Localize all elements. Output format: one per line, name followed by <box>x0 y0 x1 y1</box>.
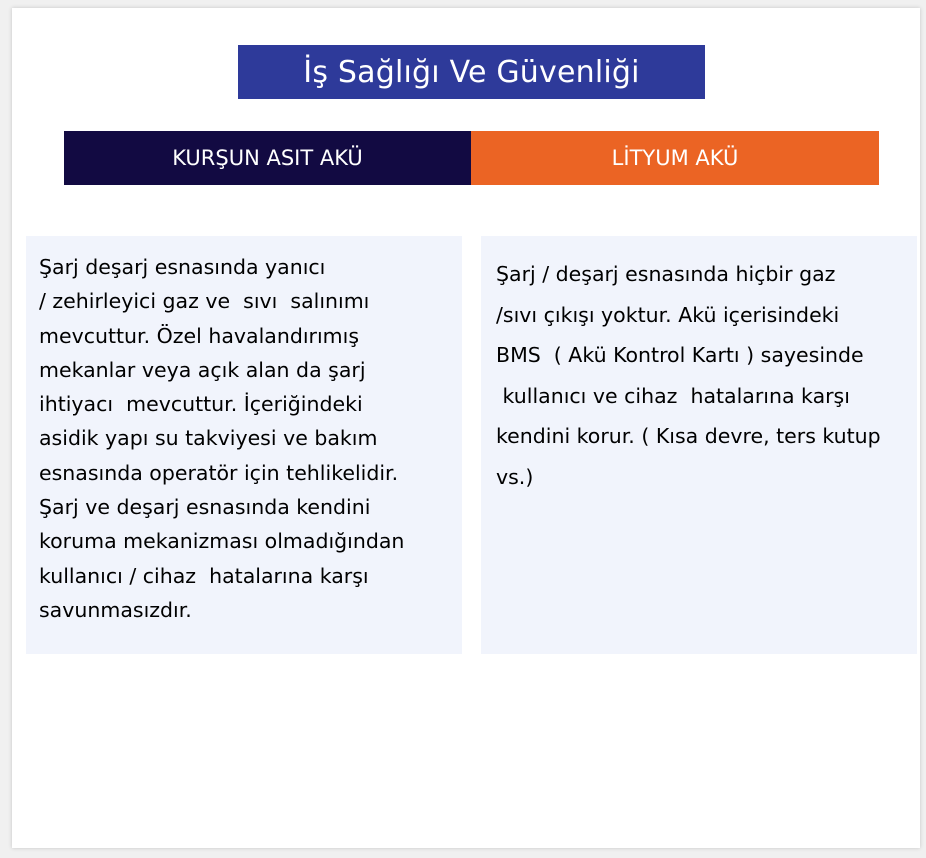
text-line: kendini korur. ( Kısa devre, ters kutup <box>496 424 881 449</box>
text-line: kullanıcı / cihaz hatalarına karşı <box>39 563 369 588</box>
text-line: ihtiyacı mevcuttur. İçeriğindeki <box>39 392 363 417</box>
lead-acid-header <box>64 131 471 185</box>
text-line: Şarj ve deşarj esnasında kendini <box>39 495 371 520</box>
text-line: BMS ( Akü Kontrol Kartı ) sayesinde <box>496 343 864 368</box>
text-line: asidik yapı su takviyesi ve bakım <box>39 426 378 451</box>
slide-title <box>238 45 705 99</box>
text-line: savunmasızdır. <box>39 597 192 622</box>
text-line: /sıvı çıkışı yoktur. Akü içerisindeki <box>496 302 840 327</box>
text-line: Şarj deşarj esnasında yanıcı <box>39 255 326 279</box>
text-line: mekanlar veya açık alan da şarj <box>39 357 366 382</box>
text-line: mevcuttur. Özel havalandırımış <box>39 323 360 348</box>
slide-title-text: İş Sağlığı Ve Güvenliği <box>303 54 640 90</box>
text-line: esnasında operatör için tehlikelidir. <box>39 460 399 485</box>
text-line: / zehirleyici gaz ve sıvı salınımı <box>39 289 370 314</box>
lead-acid-description <box>26 236 462 654</box>
text-line: vs.) <box>496 464 534 489</box>
text-line: kullanıcı ve cihaz hatalarına karşı <box>496 383 850 408</box>
text-line: Şarj / deşarj esnasında hiçbir gaz <box>496 262 836 286</box>
lithium-header <box>471 131 879 185</box>
text-line: koruma mekanizması olmadığından <box>39 529 405 554</box>
lead-acid-header-text: KURŞUN ASIT AKÜ <box>172 146 363 170</box>
lithium-description <box>481 236 917 654</box>
lithium-header-text: LİTYUM AKÜ <box>611 146 739 170</box>
